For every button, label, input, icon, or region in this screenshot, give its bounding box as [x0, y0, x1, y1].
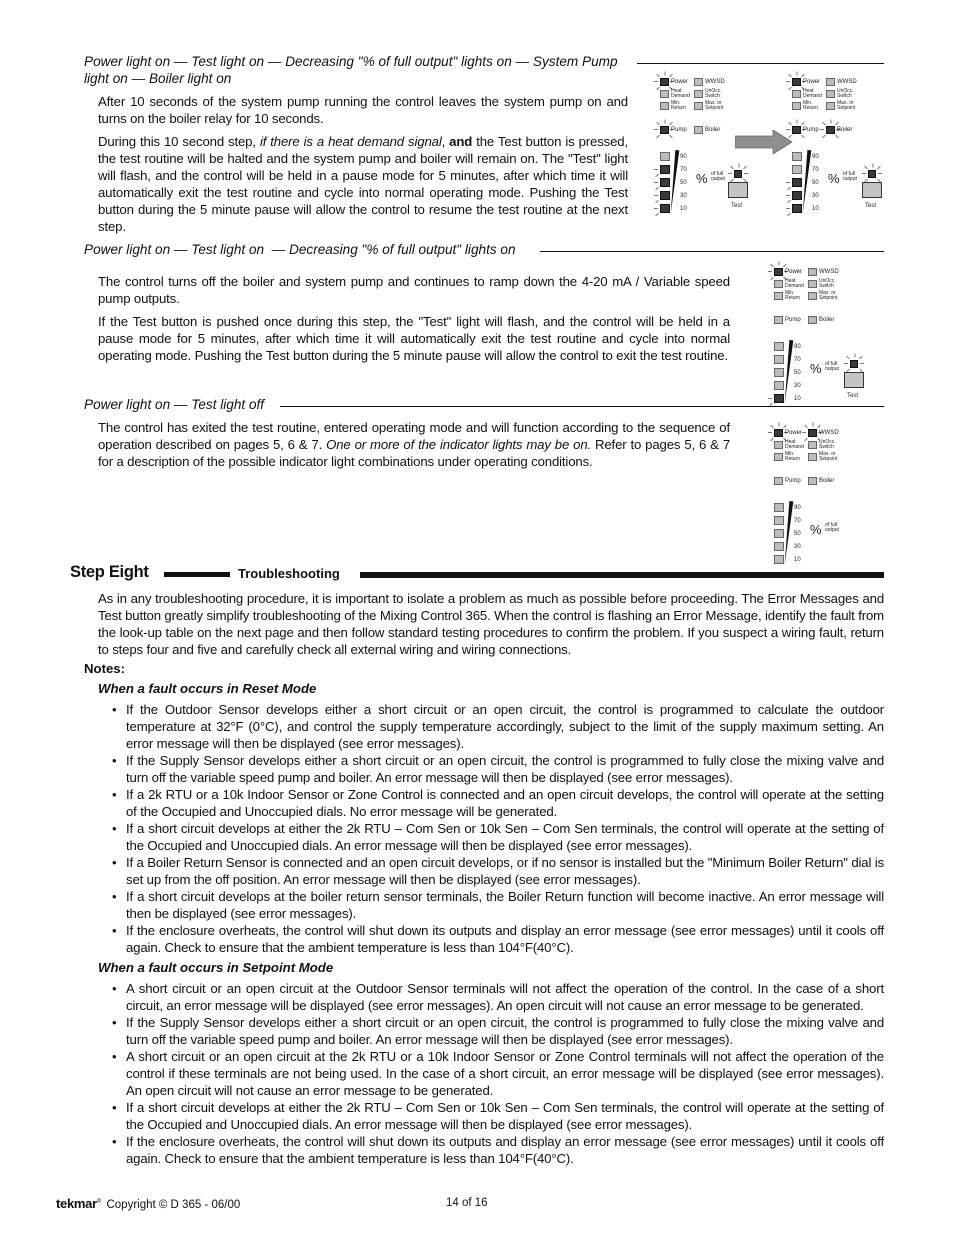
flash-ray-icon — [788, 74, 792, 78]
output-led-50 — [660, 178, 670, 187]
scale-label: 10 — [794, 557, 801, 563]
section-1-heading-line2: light on — Boiler light on — [84, 71, 232, 86]
output-led-30 — [774, 542, 784, 551]
max-setpoint-label-2: Setpoint — [819, 456, 838, 462]
of-full-label-2: output — [825, 527, 839, 533]
flash-ray-icon — [786, 195, 790, 196]
flash-ray-icon — [669, 122, 673, 126]
page-number: 14 of 16 — [446, 1197, 488, 1209]
section-3-body — [98, 419, 730, 476]
flash-ray-icon — [654, 169, 658, 170]
max-setpoint-label-1: Max. or — [819, 290, 836, 296]
pump-led — [774, 316, 783, 324]
output-led-30 — [792, 191, 802, 200]
boiler-led — [694, 126, 703, 134]
min-return-label-1: Min. — [785, 290, 795, 296]
section-3-paragraph — [98, 419, 730, 470]
flash-ray-icon — [665, 72, 666, 76]
italic-text: One or more of the indicator lights may be on. — [326, 437, 592, 452]
flash-ray-icon — [654, 182, 658, 183]
flash-ray-icon — [797, 120, 798, 124]
flash-ray-icon — [786, 208, 790, 209]
output-ramp-wedge-icon — [801, 150, 812, 214]
scale-label: 90 — [812, 154, 819, 160]
step-eight-subtitle: Troubleshooting — [238, 566, 340, 581]
list-item: • If the enclosure overheats, the control will shut down its outputs and display an error message (see error messages) until it cools off again. Check to ensure that the ambient temperature is less than 104°F(40°C). — [100, 922, 884, 956]
text: the Test button is pressed, the test routine will be halted and the system pump and boiler will remain on. The "Test" light will flash, and the control will be held in a pause mode for 5 minutes, after which time it will automatically exit the test routine and cycle into normal operating mode. Pushing the Test button during the 5 minute pause will allow the control to resume the test routine at the next step. — [98, 134, 628, 234]
test-button — [728, 182, 748, 198]
output-led-90 — [792, 152, 802, 161]
heat-demand-label-2: Demand — [671, 93, 690, 99]
min-return-led — [660, 102, 669, 110]
flash-ray-icon — [801, 135, 805, 139]
boiler-led — [808, 477, 817, 485]
max-setpoint-label-2: Setpoint — [837, 105, 856, 111]
heat-demand-label-2: Demand — [785, 444, 804, 450]
min-return-label-1: Min. — [785, 451, 795, 457]
flash-ray-icon — [844, 363, 848, 364]
power-led — [774, 268, 783, 276]
output-led-70 — [660, 165, 670, 174]
step-eight-intro: As in any troubleshooting procedure, it is important to isolate a problem as much as possible before proceeding. The Error Messages and Test button greatly simplify troubleshooting of the Mixing Control 365. When the control is flashing an Error Message, identify the fault from the look-up table on the next page and then follow standard testing procedures to confirm the problem. If you suspect a wiring fault, return to steps four and five and carefully check all external wiring and wiring connections. — [98, 591, 884, 657]
heat-demand-label-2: Demand — [803, 93, 822, 99]
output-led-70 — [774, 516, 784, 525]
max-setpoint-label-2: Setpoint — [819, 295, 838, 301]
flash-ray-icon — [768, 398, 772, 399]
of-full-label-2: output — [843, 176, 857, 182]
of-full-label-1: of full — [711, 171, 723, 177]
step-eight-bar-left — [164, 572, 230, 577]
min-return-led — [774, 292, 783, 300]
section-2-paragraph-2: If the Test button is pushed once during this step, the "Test" light will flash, and the control will be held in a pause mode for 5 minutes, after which time it will automatically exit the test routine and cycle into normal operating mode. Pushing the Test button during the 5 minute pause will allow the control to exit the test routine. — [98, 314, 730, 363]
bold-text: and — [449, 134, 473, 149]
unocc-label-2: Switch — [837, 93, 852, 99]
scale-label: 70 — [794, 357, 801, 363]
text: , — [441, 134, 450, 149]
scale-label: 70 — [794, 518, 801, 524]
pump-label: Pump — [803, 127, 819, 133]
unocc-switch-led — [694, 90, 703, 98]
flash-ray-icon — [654, 81, 658, 82]
flash-ray-icon — [788, 135, 792, 139]
list-item: • A short circuit or an open circuit at the Outdoor Sensor terminals will not affect the operation of the control. In the case of a short circuit, an error message will be displayed (see error messages). An open circuit will not cause an error message to be generated. — [100, 980, 884, 1014]
of-full-label-2: output — [711, 176, 725, 182]
heat-demand-led — [774, 280, 783, 288]
wwsd-label: WWSD — [819, 269, 839, 275]
heat-demand-label-1: Heat — [785, 278, 796, 284]
min-return-label-2: Return — [671, 105, 687, 111]
pump-led — [660, 126, 669, 134]
flash-ray-icon — [665, 120, 666, 124]
min-return-label-2: Return — [785, 295, 801, 301]
scale-label: 90 — [794, 344, 801, 350]
scale-label: 90 — [680, 154, 687, 160]
section-2-rule — [540, 251, 884, 252]
wwsd-led — [808, 429, 817, 437]
flash-ray-icon — [743, 166, 747, 170]
flash-ray-icon — [656, 135, 660, 139]
reset-mode-list — [100, 701, 884, 956]
output-ramp-wedge-icon — [783, 501, 794, 565]
flash-ray-icon — [768, 432, 772, 433]
output-led-70 — [774, 355, 784, 364]
test-led — [868, 170, 876, 178]
wwsd-led — [808, 268, 817, 276]
max-setpoint-led — [694, 102, 703, 110]
test-led — [850, 360, 858, 368]
scale-label: 90 — [794, 505, 801, 511]
flash-ray-icon — [739, 164, 740, 168]
scale-label: 50 — [794, 370, 801, 376]
section-2-paragraph-1: The control turns off the boiler and system pump and continues to ramp down the 4-20 mA / Variable speed pump outputs. — [98, 274, 730, 306]
wwsd-label: WWSD — [819, 430, 839, 436]
flash-ray-icon — [860, 363, 864, 364]
text: Refer to pages 5, 6 & 7 for a description of the possible indicator light combinations under operating conditions. — [98, 437, 730, 469]
flash-ray-icon — [655, 213, 659, 217]
scale-label: 30 — [680, 193, 687, 199]
italic-text: if there is a heat demand signal — [259, 134, 442, 149]
min-return-led — [792, 102, 801, 110]
flash-ray-icon — [655, 200, 659, 204]
list-item: • A short circuit or an open circuit at the 2k RTU or a 10k Indoor Sensor or Zone Control terminals will not affect the operation of the control if these terminals are not being used. In the case of a short circuit, an error message will be displayed (see error messages). An open circuit will not cause an error message to be generated. — [100, 1048, 884, 1099]
flash-ray-icon — [655, 187, 659, 191]
scale-label: 50 — [794, 531, 801, 537]
section-1-heading-line1: Power light on — Test light on — Decreasing "% of full output" lights on — System Pump — [84, 54, 618, 69]
heat-demand-label-2: Demand — [785, 283, 804, 289]
flash-ray-icon — [820, 129, 824, 130]
wwsd-led — [826, 78, 835, 86]
list-item: • If the enclosure overheats, the control will shut down its outputs and display an error message (see error messages) until it cools off again. Check to ensure that the ambient temperature is less than 104°F(40°C). — [100, 1133, 884, 1167]
scale-label: 50 — [680, 180, 687, 186]
of-full-label-1: of full — [843, 171, 855, 177]
flash-ray-icon — [770, 425, 774, 429]
flash-ray-icon — [787, 200, 791, 204]
flash-ray-icon — [779, 423, 780, 427]
indicator-panel-after — [788, 72, 908, 217]
unocc-label-1: UnOcc. — [705, 88, 722, 94]
scale-label: 30 — [794, 383, 801, 389]
scale-label: 10 — [680, 206, 687, 212]
unocc-label-1: UnOcc. — [819, 278, 836, 284]
flash-ray-icon — [855, 354, 856, 358]
power-label: Power — [803, 79, 821, 85]
heat-demand-label-1: Heat — [671, 88, 682, 94]
flash-ray-icon — [786, 129, 790, 130]
percent-symbol: % — [810, 361, 822, 376]
output-ramp-wedge-icon — [669, 150, 680, 214]
indicator-panel-step-ramp-down — [770, 262, 890, 407]
tekmar-logo: tekmar — [56, 1196, 97, 1211]
flash-ray-icon — [822, 135, 826, 139]
power-led — [774, 429, 783, 437]
section-2-body — [98, 273, 730, 370]
output-led-90 — [660, 152, 670, 161]
output-ramp-wedge-icon — [783, 340, 794, 404]
test-button — [844, 372, 864, 388]
heat-demand-label-1: Heat — [785, 439, 796, 445]
output-led-50 — [774, 529, 784, 538]
of-full-label-1: of full — [825, 361, 837, 367]
flash-ray-icon — [804, 425, 808, 429]
max-setpoint-label-2: Setpoint — [705, 105, 724, 111]
setpoint-mode-heading: When a fault occurs in Setpoint Mode — [98, 960, 334, 975]
scale-label: 70 — [812, 167, 819, 173]
min-return-label-1: Min. — [671, 100, 681, 106]
flash-ray-icon — [788, 122, 792, 126]
list-item: • If the Outdoor Sensor develops either a short circuit or an open circuit, the control is programmed to calculate the outdoor temperature at 32°F (0°C), and control the supply temperature accordingly, subject to the limit of the supply maximum setting. An error message will then be displayed (see error messages). — [100, 701, 884, 752]
transition-arrow-icon — [735, 130, 793, 159]
power-label: Power — [785, 430, 803, 436]
output-led-30 — [774, 381, 784, 390]
footer — [56, 1196, 240, 1211]
percent-symbol: % — [810, 522, 822, 537]
percent-symbol: % — [828, 171, 840, 186]
flash-ray-icon — [654, 195, 658, 196]
unocc-label-1: UnOcc. — [819, 439, 836, 445]
indicator-panel-test-off — [770, 423, 890, 568]
output-led-50 — [792, 178, 802, 187]
heat-demand-led — [774, 441, 783, 449]
registered-mark: ® — [96, 1199, 102, 1206]
power-label: Power — [785, 269, 803, 275]
section-2-heading: Power light on — Test light on — Decreasing "% of full output" lights on — [84, 242, 516, 257]
flash-ray-icon — [654, 208, 658, 209]
flash-ray-icon — [786, 182, 790, 183]
unocc-switch-led — [826, 90, 835, 98]
heat-demand-led — [660, 90, 669, 98]
flash-ray-icon — [769, 403, 773, 407]
test-label: Test — [731, 203, 743, 209]
max-setpoint-led — [808, 292, 817, 300]
flash-ray-icon — [786, 81, 790, 82]
boiler-label: Boiler — [819, 478, 835, 484]
flash-ray-icon — [801, 74, 805, 78]
test-button — [862, 182, 882, 198]
notes-label: Notes: — [84, 661, 126, 676]
flash-ray-icon — [669, 74, 673, 78]
flash-ray-icon — [797, 72, 798, 76]
flash-ray-icon — [656, 74, 660, 78]
flash-ray-icon — [817, 425, 821, 429]
flash-ray-icon — [655, 174, 659, 178]
max-setpoint-label-1: Max. or — [705, 100, 722, 106]
flash-ray-icon — [787, 213, 791, 217]
power-label: Power — [671, 79, 689, 85]
step-eight-bar-right — [360, 572, 884, 578]
list-item: • If a short circuit develops at the boiler return sensor terminals, the Boiler Return function will become inactive. An error message will then be displayed (see error messages). — [100, 888, 884, 922]
test-label: Test — [847, 393, 859, 399]
output-led-70 — [792, 165, 802, 174]
section-1-body — [98, 93, 628, 241]
text: During this 10 second step, — [98, 134, 260, 149]
output-led-90 — [774, 342, 784, 351]
pump-led — [774, 477, 783, 485]
copyright-text: Copyright © D 365 - 06/00 — [106, 1199, 241, 1211]
flash-ray-icon — [654, 129, 658, 130]
list-item: • If a short circuit develops at either the 2k RTU – Com Sen or 10k Sen – Com Sen terminals, the control will operate at the setting of the Occupied and Unoccupied dials. An error message will then be displayed (see error messages). — [100, 820, 884, 854]
min-return-led — [774, 453, 783, 461]
setpoint-mode-list — [100, 980, 884, 1167]
output-led-90 — [774, 503, 784, 512]
power-led — [660, 78, 669, 86]
section-3-heading: Power light on — Test light off — [84, 397, 265, 412]
section-1-paragraph-2 — [98, 133, 628, 235]
flash-ray-icon — [878, 173, 882, 174]
flash-ray-icon — [831, 120, 832, 124]
heat-demand-label-1: Heat — [803, 88, 814, 94]
scale-label: 70 — [680, 167, 687, 173]
pump-label: Pump — [785, 478, 801, 484]
list-item: • If a 2k RTU or a 10k Indoor Sensor or Zone Control is connected and an open circuit develops, the control will operate at the setting of the Occupied and Unoccupied dials. No error message will be generated. — [100, 786, 884, 820]
list-item: • If a Boiler Return Sensor is connected and an open circuit develops, or if no sensor is installed but the "Minimum Boiler Return" dial is set up from the off position. An error message will then be displayed (see error messages). — [100, 854, 884, 888]
pump-led — [792, 126, 801, 134]
flash-ray-icon — [656, 122, 660, 126]
section-1-rule — [637, 63, 884, 64]
section-1-heading — [84, 53, 634, 87]
max-setpoint-label-1: Max. or — [819, 451, 836, 457]
power-led — [792, 78, 801, 86]
boiler-label: Boiler — [705, 127, 721, 133]
unocc-switch-led — [808, 441, 817, 449]
section-1-paragraph-1: After 10 seconds of the system pump running the control leaves the system pump on and turns on the boiler relay for 10 seconds. — [98, 94, 628, 126]
scale-label: 10 — [794, 396, 801, 402]
scale-label: 30 — [812, 193, 819, 199]
heat-demand-led — [792, 90, 801, 98]
list-item: • If the Supply Sensor develops either a short circuit or an open circuit, the control is programmed to fully close the mixing valve and turn off the variable speed pump and boiler. An error message will then be displayed (see error messages). — [100, 752, 884, 786]
flash-ray-icon — [770, 264, 774, 268]
test-label: Test — [865, 203, 877, 209]
max-setpoint-label-1: Max. or — [837, 100, 854, 106]
flash-ray-icon — [802, 432, 806, 433]
flash-ray-icon — [783, 425, 787, 429]
scale-label: 50 — [812, 180, 819, 186]
of-full-label-2: output — [825, 366, 839, 372]
boiler-led — [808, 316, 817, 324]
unocc-label-2: Switch — [819, 444, 834, 450]
unocc-label-2: Switch — [705, 93, 720, 99]
pump-label: Pump — [785, 317, 801, 323]
max-setpoint-led — [826, 102, 835, 110]
flash-ray-icon — [728, 173, 732, 174]
wwsd-led — [694, 78, 703, 86]
flash-ray-icon — [783, 264, 787, 268]
flash-ray-icon — [822, 122, 826, 126]
boiler-label: Boiler — [819, 317, 835, 323]
reset-mode-heading: When a fault occurs in Reset Mode — [98, 681, 317, 696]
flash-ray-icon — [730, 166, 734, 170]
flash-ray-icon — [813, 423, 814, 427]
scale-label: 30 — [794, 544, 801, 550]
unocc-label-1: UnOcc. — [837, 88, 854, 94]
step-eight-title: Step Eight — [70, 563, 149, 581]
list-item: • If the Supply Sensor develops either a short circuit or an open circuit, the control is programmed to fully close the mixing valve and turn off the variable speed pump and boiler. An error message will then be displayed (see error messages). — [100, 1014, 884, 1048]
boiler-label: Boiler — [837, 127, 853, 133]
flash-ray-icon — [669, 135, 673, 139]
test-led — [734, 170, 742, 178]
flash-ray-icon — [835, 135, 839, 139]
max-setpoint-led — [808, 453, 817, 461]
flash-ray-icon — [787, 187, 791, 191]
flash-ray-icon — [744, 173, 748, 174]
flash-ray-icon — [862, 173, 866, 174]
unocc-switch-led — [808, 280, 817, 288]
min-return-label-1: Min. — [803, 100, 813, 106]
flash-ray-icon — [835, 122, 839, 126]
min-return-label-2: Return — [803, 105, 819, 111]
pump-label: Pump — [671, 127, 687, 133]
list-item: • If a short circuit develops at either the 2k RTU – Com Sen or 10k Sen – Com Sen terminals, the control will operate at the setting of the Occupied and Unoccupied dials. An error message will then be displayed (see error messages). — [100, 1099, 884, 1133]
flash-ray-icon — [779, 262, 780, 266]
min-return-label-2: Return — [785, 456, 801, 462]
flash-ray-icon — [873, 164, 874, 168]
text: The control has exited the test routine, entered operating mode and will function according to the sequence of operation described on pages 5, 6 & 7. — [98, 420, 730, 452]
output-led-30 — [660, 191, 670, 200]
flash-ray-icon — [768, 271, 772, 272]
boiler-led — [826, 126, 835, 134]
flash-ray-icon — [801, 122, 805, 126]
percent-symbol: % — [696, 171, 708, 186]
wwsd-label: WWSD — [705, 79, 725, 85]
wwsd-label: WWSD — [837, 79, 857, 85]
of-full-label-1: of full — [825, 522, 837, 528]
output-led-50 — [774, 368, 784, 377]
flash-ray-icon — [877, 166, 881, 170]
flash-ray-icon — [859, 356, 863, 360]
flash-ray-icon — [846, 356, 850, 360]
flash-ray-icon — [864, 166, 868, 170]
unocc-label-2: Switch — [819, 283, 834, 289]
scale-label: 10 — [812, 206, 819, 212]
